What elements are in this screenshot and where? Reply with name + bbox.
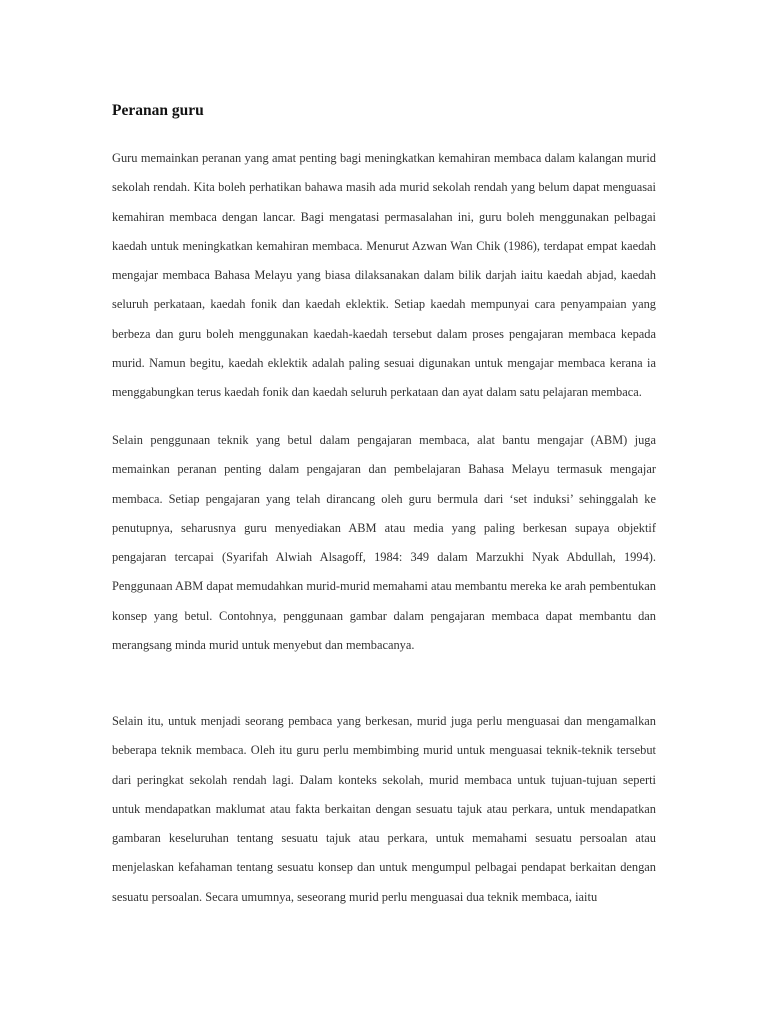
- paragraph-2: Selain penggunaan teknik yang betul dalam pengajaran membaca, alat bantu mengajar (ABM) juga memainkan peranan penting dalam pengajaran dan pembelajaran Bahasa Melayu termasuk mengajar membaca. Setiap pengajaran yang telah dirancang oleh guru bermula dari ‘set induksi’ sehinggalah ke penutupnya, seharusnya guru menyediakan ABM atau media yang paling berkesan supaya objektif pengajaran tercapai (Syarifah Alwiah Alsagoff, 1984: 349 dalam Marzukhi Nyak Abdullah, 1994). Penggunaan ABM dapat memudahkan murid-murid memahami atau membantu mereka ke arah pembentukan konsep yang betul. Contohnya, penggunaan gambar dalam pengajaran membaca dapat membantu dan merangsang minda murid untuk menyebut dan membacanya.: [112, 433, 656, 653]
- paragraph-3: Selain itu, untuk menjadi seorang pembaca yang berkesan, murid juga perlu menguasai dan mengamalkan beberapa teknik membaca. Oleh itu guru perlu membimbing murid untuk menguasai teknik-teknik tersebut dari peringkat sekolah rendah lagi. Dalam konteks sekolah, murid membaca untuk tujuan-tujuan seperti untuk mendapatkan maklumat atau fakta berkaitan dengan sesuatu tajuk atau perkara, untuk mendapatkan gambaran keseluruhan tentang sesuatu tajuk atau perkara, untuk memahami sesuatu persoalan atau menjelaskan kefahaman tentang sesuatu konsep dan untuk mengumpul pelbagai pendapat berkaitan dengan sesuatu persoalan. Secara umumnya, seseorang murid perlu menguasai dua teknik membaca, iaitu: [112, 714, 656, 904]
- section-heading: Peranan guru: [112, 102, 204, 119]
- paragraph-1: Guru memainkan peranan yang amat penting bagi meningkatkan kemahiran membaca dalam kalangan murid sekolah rendah. Kita boleh perhatikan bahawa masih ada murid sekolah rendah yang belum dapat menguasai kemahiran membaca dengan lancar. Bagi mengatasi permasalahan ini, guru boleh menggunakan pelbagai kaedah untuk meningkatkan kemahiran membaca. Menurut Azwan Wan Chik (1986), terdapat empat kaedah mengajar membaca Bahasa Melayu yang biasa dilaksanakan dalam bilik darjah iaitu kaedah abjad, kaedah seluruh perkataan, kaedah fonik dan kaedah eklektik. Setiap kaedah mempunyai cara penyampaian yang berbeza dan guru boleh menggunakan kaedah-kaedah tersebut dalam proses pengajaran membaca kepada murid. Namun begitu, kaedah eklektik adalah paling sesuai digunakan untuk mengajar membaca kerana ia menggabungkan terus kaedah fonik dan kaedah seluruh perkataan dan ayat dalam satu pelajaran membaca.: [112, 151, 656, 400]
